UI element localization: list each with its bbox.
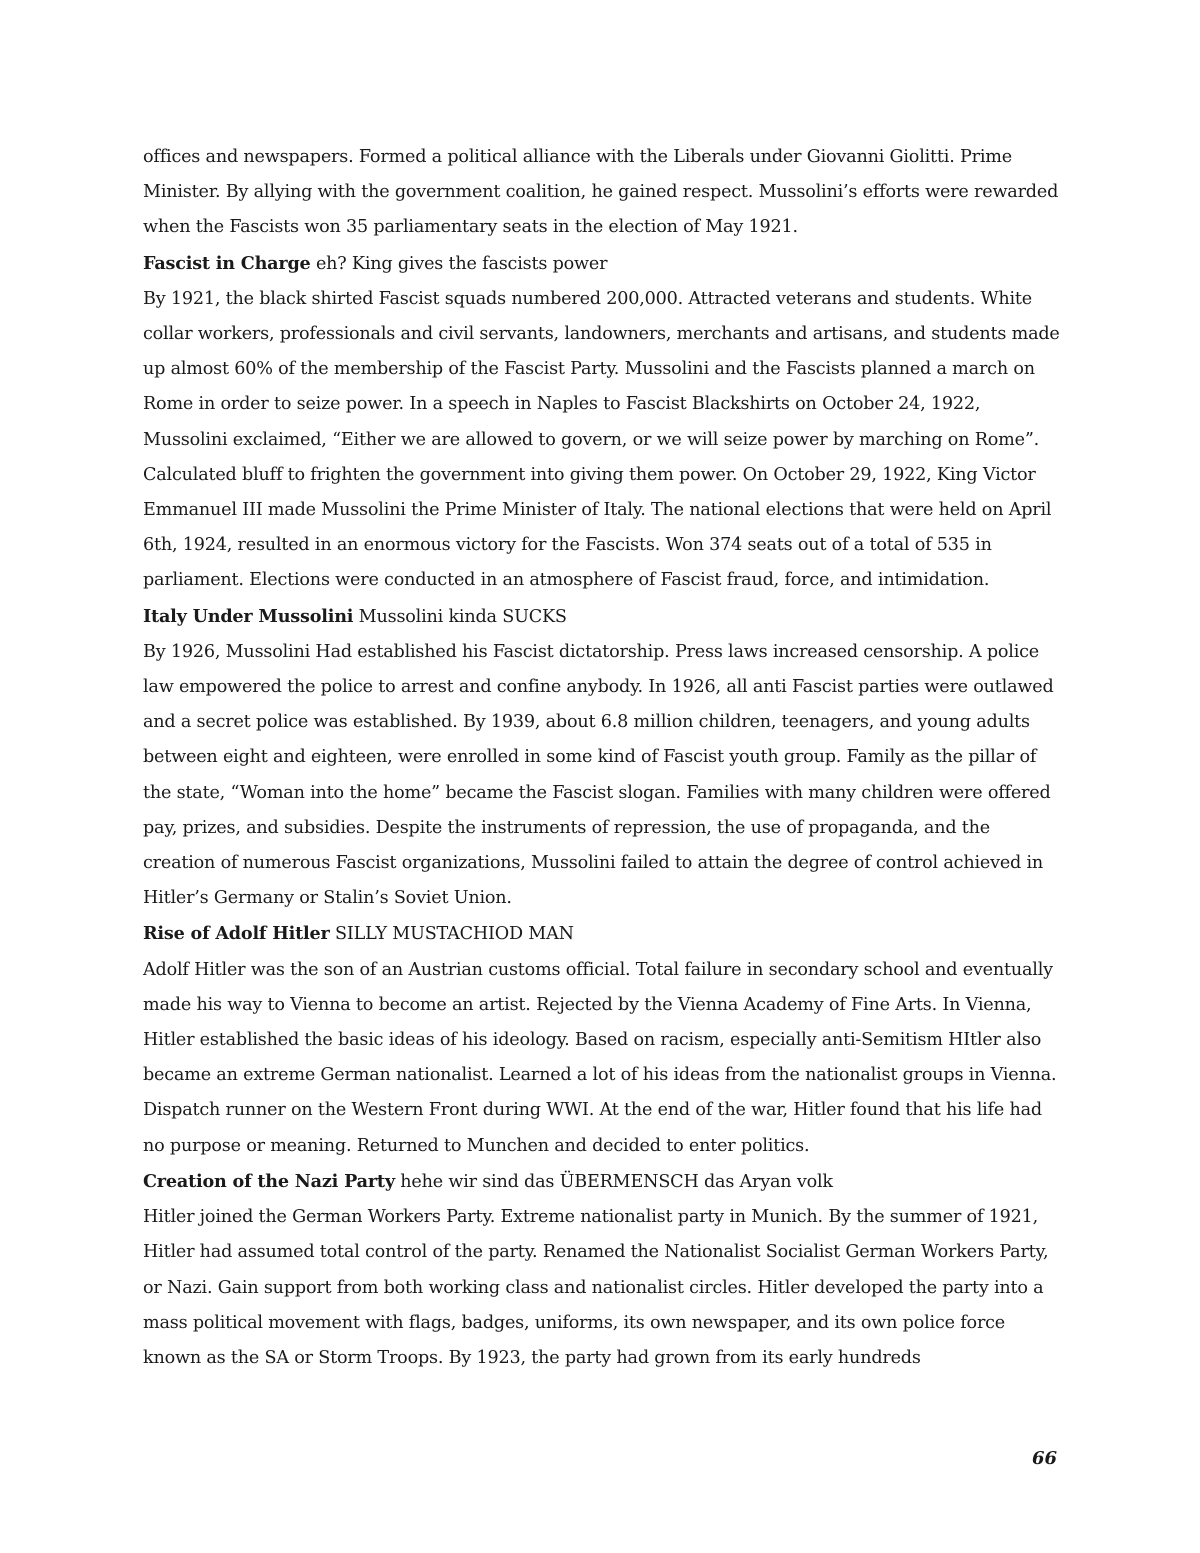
document-page [143,140,1063,1376]
section-note: hehe wir sind das ÜBERMENSCH das Aryan volk [394,1171,833,1192]
section-heading: Rise of Adolf Hitler [143,923,330,945]
intro-paragraph: offices and newspapers. Formed a political alliance with the Liberals under Giovanni Giolitti. Prime Minister. By allying with the government coalition, he gained respect. Mussolini’s efforts were rewarded when the Fascists won 35 parliamentary seats in the election of May 1921. [143,147,1059,238]
section-fascist-in-charge [143,246,1063,599]
section-heading-line [143,916,1063,952]
section-italy-under-mussolini [143,599,1063,917]
section-body: Hitler joined the German Workers Party. Extreme nationalist party in Munich. By the summer of 1921, Hitler had assumed total control of the party. Renamed the Nationalist Socialist German Workers Party, or Nazi. Gain support from both working class and nationalist circles. Hitler developed the party into a mass political movement with flags, badges, uniforms, its own newspaper, and its own police force known as the SA or Storm Troops. By 1923, the party had grown from its early hundreds [143,1207,1049,1368]
section-heading: Fascist in Charge [143,252,311,274]
section-note: eh? King gives the fascists power [310,253,608,274]
section-heading-line [143,1164,1063,1200]
section-body: By 1921, the black shirted Fascist squads numbered 200,000. Attracted veterans and students. White collar workers, professionals and civil servants, landowners, merchants and artisans, and students made up almost 60% of the membership of the Fascist Party. Mussolini and the Fascists planned a march on Rome in order to seize power. In a speech in Naples to Fascist Blackshirts on October 24, 1922, Mussolini exclaimed, “Either we are allowed to govern, or we will seize power by marching on Rome”. Calculated bluff to frighten the government into giving them power. On October 29, 1922, King Victor Emmanuel III made Mussolini the Prime Minister of Italy. The national elections that were held on April 6th, 1924, resulted in an enormous victory for the Fascists. Won 374 seats out of a total of 535 in parliament. Elections were conducted in an atmosphere of Fascist fraud, force, and intimidation. [143,288,1060,591]
section-rise-of-adolf-hitler [143,916,1063,1163]
section-body: Adolf Hitler was the son of an Austrian customs official. Total failure in secondary school and eventually made his way to Vienna to become an artist. Rejected by the Vienna Academy of Fine Arts. In Vienna, Hitler established the basic ideas of his ideology. Based on racism, especially anti-Semitism HItler also became an extreme German nationalist. Learned a lot of his ideas from the nationalist groups in Vienna. Dispatch runner on the Western Front during WWI. At the end of the war, Hitler found that his life had no purpose or meaning. Returned to Munchen and decided to enter politics. [143,959,1057,1156]
section-heading: Italy Under Mussolini [143,605,354,627]
page-number: 66 [1031,1448,1057,1469]
section-body: By 1926, Mussolini Had established his Fascist dictatorship. Press laws increased censorship. A police law empowered the police to arrest and confine anybody. In 1926, all anti Fascist parties were outlawed and a secret police was established. By 1939, about 6.8 million children, teenagers, and young adults between eight and eighteen, were enrolled in some kind of Fascist youth group. Family as the pillar of the state, “Woman into the home” became the Fascist slogan. Families with many children were offered pay, prizes, and subsidies. Despite the instruments of repression, the use of propaganda, and the creation of numerous Fascist organizations, Mussolini failed to attain the degree of control achieved in Hitler’s Germany or Stalin’s Soviet Union. [143,641,1054,909]
section-heading-line [143,599,1063,635]
section-note: SILLY MUSTACHIOD MAN [329,924,574,945]
section-creation-of-the-nazi-party [143,1164,1063,1376]
section-heading: Creation of the Nazi Party [143,1170,395,1192]
section-note: Mussolini kinda SUCKS [353,606,567,627]
section-heading-line [143,246,1063,282]
